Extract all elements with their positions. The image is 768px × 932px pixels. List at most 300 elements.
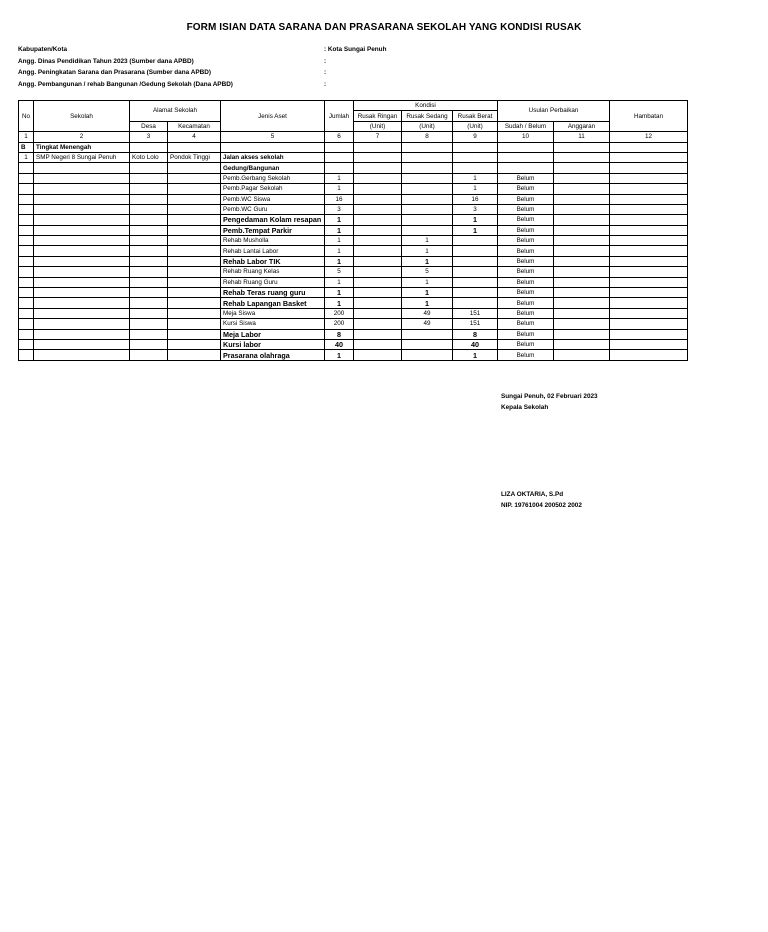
cell-rusak-berat: 8 xyxy=(453,329,498,339)
cell-rusak-ringan xyxy=(354,329,402,339)
cell-rusak-ringan xyxy=(354,204,402,214)
cell-jenis-aset: Rehab Lantai Labor xyxy=(221,246,325,256)
table-row xyxy=(19,184,688,194)
col-number: 3 xyxy=(130,132,168,142)
meta-label: Angg. Dinas Pendidikan Tahun 2023 (Sumber dana APBD) xyxy=(18,57,194,65)
cell-no xyxy=(19,350,34,360)
table-row xyxy=(19,329,688,339)
section-code: B xyxy=(19,142,34,152)
cell-hambatan xyxy=(610,236,688,246)
column-number-row xyxy=(19,132,688,142)
cell-hambatan xyxy=(610,288,688,298)
cell-rusak-ringan xyxy=(354,319,402,329)
meta-row-pembangunan xyxy=(18,79,618,91)
cell-jenis-aset: Rehab Teras ruang guru xyxy=(221,288,325,298)
header-rusak-ringan: Rusak Ringan xyxy=(354,111,402,121)
cell-sekolah xyxy=(34,298,130,308)
assets-table xyxy=(18,100,688,361)
cell-sekolah xyxy=(34,215,130,225)
cell-jenis-aset: Rehab Ruang Guru xyxy=(221,277,325,287)
cell-rusak-ringan xyxy=(354,308,402,318)
cell-kecamatan: Pondok Tinggi xyxy=(168,152,221,162)
cell-anggaran xyxy=(554,256,610,266)
cell-no xyxy=(19,163,34,173)
cell-rusak-berat: 151 xyxy=(453,308,498,318)
cell-kecamatan xyxy=(168,225,221,235)
cell-desa xyxy=(130,319,168,329)
cell-hambatan xyxy=(610,277,688,287)
cell-anggaran xyxy=(554,350,610,360)
cell-hambatan xyxy=(610,350,688,360)
cell-sekolah xyxy=(34,277,130,287)
cell-anggaran xyxy=(554,308,610,318)
cell-rusak-ringan xyxy=(354,339,402,349)
cell-jumlah: 3 xyxy=(325,204,354,214)
cell-sekolah xyxy=(34,184,130,194)
cell-sudah-belum xyxy=(498,163,554,173)
cell-desa xyxy=(130,204,168,214)
cell-rusak-ringan xyxy=(354,163,402,173)
table-row xyxy=(19,215,688,225)
col-number: 2 xyxy=(34,132,130,142)
cell-jumlah: 1 xyxy=(325,225,354,235)
cell-kecamatan xyxy=(168,204,221,214)
cell-hambatan xyxy=(610,184,688,194)
cell-sudah-belum: Belum xyxy=(498,246,554,256)
header-sekolah: Sekolah xyxy=(34,101,130,132)
table-row xyxy=(19,298,688,308)
cell-no xyxy=(19,225,34,235)
cell-jumlah: 1 xyxy=(325,215,354,225)
cell-sudah-belum: Belum xyxy=(498,194,554,204)
cell-rusak-sedang: 1 xyxy=(402,256,453,266)
cell-jenis-aset: Rehab Labor TIK xyxy=(221,256,325,266)
cell-rusak-sedang: 1 xyxy=(402,298,453,308)
cell-hambatan xyxy=(610,319,688,329)
cell-no xyxy=(19,194,34,204)
cell-rusak-sedang xyxy=(402,184,453,194)
cell-sudah-belum: Belum xyxy=(498,339,554,349)
cell-no xyxy=(19,339,34,349)
cell-kecamatan xyxy=(168,329,221,339)
cell-anggaran xyxy=(554,329,610,339)
meta-value: : xyxy=(324,57,327,65)
cell-sudah-belum: Belum xyxy=(498,298,554,308)
cell-anggaran xyxy=(554,298,610,308)
cell-sudah-belum: Belum xyxy=(498,329,554,339)
cell-kecamatan xyxy=(168,350,221,360)
meta-value: : xyxy=(324,80,327,88)
meta-value: : Kota Sungai Penuh xyxy=(324,46,387,53)
cell-no xyxy=(19,256,34,266)
cell-sekolah xyxy=(34,163,130,173)
cell-anggaran xyxy=(554,267,610,277)
meta-label: Kabupaten/Kota xyxy=(18,46,67,53)
cell-desa xyxy=(130,256,168,266)
cell-jumlah: 5 xyxy=(325,267,354,277)
cell-desa xyxy=(130,298,168,308)
table-row xyxy=(19,225,688,235)
cell-rusak-berat: 16 xyxy=(453,194,498,204)
cell-rusak-ringan xyxy=(354,256,402,266)
cell-jumlah xyxy=(325,152,354,162)
cell-no xyxy=(19,173,34,183)
cell-rusak-ringan xyxy=(354,246,402,256)
cell-rusak-berat xyxy=(453,267,498,277)
cell-rusak-ringan xyxy=(354,298,402,308)
header-usulan: Usulan Perbaikan xyxy=(498,101,610,122)
cell-rusak-ringan xyxy=(354,288,402,298)
section-row xyxy=(19,142,688,152)
cell-no xyxy=(19,298,34,308)
col-number: 11 xyxy=(554,132,610,142)
cell-sudah-belum: Belum xyxy=(498,308,554,318)
cell-jumlah: 1 xyxy=(325,256,354,266)
cell-hambatan xyxy=(610,225,688,235)
cell-jenis-aset: Rehab Musholla xyxy=(221,236,325,246)
cell-jumlah: 1 xyxy=(325,298,354,308)
cell-hambatan xyxy=(610,215,688,225)
col-number: 10 xyxy=(498,132,554,142)
cell-kecamatan xyxy=(168,267,221,277)
cell-desa xyxy=(130,225,168,235)
cell-rusak-berat xyxy=(453,236,498,246)
cell-anggaran xyxy=(554,319,610,329)
cell-rusak-berat xyxy=(453,277,498,287)
header-unit-sedang: (Unit) xyxy=(402,121,453,131)
cell-jumlah: 1 xyxy=(325,236,354,246)
cell-kecamatan xyxy=(168,298,221,308)
table-row xyxy=(19,173,688,183)
signature-place-date: Sungai Penuh, 02 Februari 2023 xyxy=(501,393,598,400)
cell-jumlah: 1 xyxy=(325,277,354,287)
cell-kecamatan xyxy=(168,173,221,183)
cell-jenis-aset: Prasarana olahraga xyxy=(221,350,325,360)
cell-anggaran xyxy=(554,225,610,235)
header-unit-ringan: (Unit) xyxy=(354,121,402,131)
cell-no xyxy=(19,215,34,225)
cell-jenis-aset: Jalan akses sekolah xyxy=(221,152,325,162)
cell-jenis-aset: Pengedaman Kolam resapan xyxy=(221,215,325,225)
cell-hambatan xyxy=(610,246,688,256)
cell-no xyxy=(19,277,34,287)
col-number: 12 xyxy=(610,132,688,142)
meta-row-peningkatan xyxy=(18,67,618,79)
cell-sekolah xyxy=(34,288,130,298)
cell-rusak-berat: 1 xyxy=(453,173,498,183)
cell-kecamatan xyxy=(168,288,221,298)
cell-rusak-sedang xyxy=(402,163,453,173)
cell-jenis-aset: Gedung/Bangunan xyxy=(221,163,325,173)
signature-position: Kepala Sekolah xyxy=(501,404,549,411)
cell-hambatan xyxy=(610,308,688,318)
cell-rusak-ringan xyxy=(354,267,402,277)
cell-no xyxy=(19,267,34,277)
cell-desa xyxy=(130,215,168,225)
cell-rusak-ringan xyxy=(354,173,402,183)
cell-kecamatan xyxy=(168,277,221,287)
cell-rusak-sedang: 49 xyxy=(402,319,453,329)
cell-no xyxy=(19,329,34,339)
header-jumlah: Jumlah xyxy=(325,101,354,132)
cell-hambatan xyxy=(610,298,688,308)
cell-anggaran xyxy=(554,163,610,173)
cell-jumlah: 200 xyxy=(325,319,354,329)
cell-rusak-sedang xyxy=(402,350,453,360)
cell-sekolah xyxy=(34,194,130,204)
cell-sudah-belum xyxy=(498,152,554,162)
cell-sekolah xyxy=(34,256,130,266)
cell-sudah-belum: Belum xyxy=(498,277,554,287)
cell-anggaran xyxy=(554,184,610,194)
table-row xyxy=(19,236,688,246)
header-row-1 xyxy=(19,101,688,111)
cell-anggaran xyxy=(554,194,610,204)
cell-jumlah: 8 xyxy=(325,329,354,339)
header-jenis-aset: Jenis Aset xyxy=(221,101,325,132)
table-row xyxy=(19,339,688,349)
cell-anggaran xyxy=(554,152,610,162)
cell-desa xyxy=(130,236,168,246)
cell-rusak-ringan xyxy=(354,152,402,162)
col-number: 7 xyxy=(354,132,402,142)
cell-sekolah xyxy=(34,204,130,214)
meta-row-dinas xyxy=(18,56,618,68)
cell-jumlah: 16 xyxy=(325,194,354,204)
cell-desa xyxy=(130,184,168,194)
cell-hambatan xyxy=(610,329,688,339)
cell-kecamatan xyxy=(168,215,221,225)
signature-name: LIZA OKTARIA, S.Pd xyxy=(501,491,564,498)
cell-sudah-belum: Belum xyxy=(498,236,554,246)
cell-sekolah xyxy=(34,339,130,349)
cell-kecamatan xyxy=(168,246,221,256)
cell-jumlah: 1 xyxy=(325,173,354,183)
cell-sekolah xyxy=(34,236,130,246)
cell-sudah-belum: Belum xyxy=(498,350,554,360)
cell-no xyxy=(19,319,34,329)
cell-sekolah xyxy=(34,267,130,277)
cell-sudah-belum: Belum xyxy=(498,267,554,277)
cell-rusak-berat xyxy=(453,152,498,162)
header-kecamatan: Kecamatan xyxy=(168,121,221,131)
cell-anggaran xyxy=(554,246,610,256)
cell-rusak-sedang xyxy=(402,194,453,204)
header-sudah-belum: Sudah / Belum xyxy=(498,121,554,131)
col-number: 8 xyxy=(402,132,453,142)
cell-rusak-berat xyxy=(453,163,498,173)
meta-row-kabupaten xyxy=(18,44,618,56)
cell-desa xyxy=(130,246,168,256)
header-anggaran: Anggaran xyxy=(554,121,610,131)
cell-jenis-aset: Pemb.Pagar Sekolah xyxy=(221,184,325,194)
cell-rusak-sedang: 5 xyxy=(402,267,453,277)
cell-no xyxy=(19,246,34,256)
cell-anggaran xyxy=(554,173,610,183)
cell-rusak-berat: 1 xyxy=(453,184,498,194)
cell-anggaran xyxy=(554,236,610,246)
cell-sekolah xyxy=(34,308,130,318)
cell-sekolah xyxy=(34,246,130,256)
cell-desa xyxy=(130,288,168,298)
cell-no: 1 xyxy=(19,152,34,162)
cell-no xyxy=(19,288,34,298)
cell-sekolah xyxy=(34,173,130,183)
cell-rusak-sedang: 1 xyxy=(402,236,453,246)
col-number: 5 xyxy=(221,132,325,142)
cell-sekolah xyxy=(34,350,130,360)
cell-kecamatan xyxy=(168,163,221,173)
cell-kecamatan xyxy=(168,256,221,266)
cell-rusak-ringan xyxy=(354,350,402,360)
cell-rusak-sedang xyxy=(402,152,453,162)
table-row xyxy=(19,204,688,214)
cell-jumlah: 1 xyxy=(325,184,354,194)
table-row xyxy=(19,267,688,277)
table-row xyxy=(19,194,688,204)
cell-rusak-sedang: 49 xyxy=(402,308,453,318)
cell-rusak-berat: 151 xyxy=(453,319,498,329)
header-kondisi: Kondisi xyxy=(354,101,498,111)
cell-rusak-ringan xyxy=(354,194,402,204)
cell-kecamatan xyxy=(168,194,221,204)
cell-jenis-aset: Kursi Siswa xyxy=(221,319,325,329)
cell-jenis-aset: Pemb.WC Guru xyxy=(221,204,325,214)
cell-rusak-sedang: 1 xyxy=(402,288,453,298)
cell-hambatan xyxy=(610,256,688,266)
header-rusak-berat: Rusak Berat xyxy=(453,111,498,121)
cell-desa xyxy=(130,267,168,277)
meta-value: : xyxy=(324,69,327,76)
cell-jenis-aset: Kursi labor xyxy=(221,339,325,349)
cell-rusak-berat xyxy=(453,246,498,256)
signature-nip: NIP. 19761004 200502 2002 xyxy=(501,502,582,509)
cell-sudah-belum: Belum xyxy=(498,319,554,329)
cell-rusak-berat: 1 xyxy=(453,225,498,235)
cell-anggaran xyxy=(554,277,610,287)
form-meta xyxy=(18,44,618,90)
cell-desa xyxy=(130,329,168,339)
cell-desa: Koto Lolo xyxy=(130,152,168,162)
cell-sudah-belum: Belum xyxy=(498,173,554,183)
cell-sekolah xyxy=(34,225,130,235)
cell-rusak-sedang xyxy=(402,329,453,339)
col-number: 4 xyxy=(168,132,221,142)
cell-hambatan xyxy=(610,204,688,214)
cell-jenis-aset: Pemb.Tempat Parkir xyxy=(221,225,325,235)
cell-rusak-berat xyxy=(453,256,498,266)
cell-sudah-belum: Belum xyxy=(498,204,554,214)
cell-rusak-ringan xyxy=(354,225,402,235)
cell-rusak-sedang xyxy=(402,339,453,349)
cell-anggaran xyxy=(554,215,610,225)
cell-jenis-aset: Meja Siswa xyxy=(221,308,325,318)
cell-desa xyxy=(130,308,168,318)
table-row xyxy=(19,163,688,173)
cell-jumlah: 40 xyxy=(325,339,354,349)
table-row xyxy=(19,350,688,360)
cell-jenis-aset: Pemb.WC Siswa xyxy=(221,194,325,204)
cell-rusak-ringan xyxy=(354,236,402,246)
cell-sudah-belum: Belum xyxy=(498,256,554,266)
cell-rusak-sedang: 1 xyxy=(402,246,453,256)
cell-no xyxy=(19,184,34,194)
cell-sekolah xyxy=(34,319,130,329)
cell-hambatan xyxy=(610,194,688,204)
header-hambatan: Hambatan xyxy=(610,101,688,132)
cell-rusak-sedang: 1 xyxy=(402,277,453,287)
cell-kecamatan xyxy=(168,319,221,329)
cell-rusak-ringan xyxy=(354,277,402,287)
cell-hambatan xyxy=(610,152,688,162)
cell-jumlah: 1 xyxy=(325,246,354,256)
table-row xyxy=(19,308,688,318)
cell-sudah-belum: Belum xyxy=(498,288,554,298)
table-row xyxy=(19,319,688,329)
cell-no xyxy=(19,204,34,214)
cell-jumlah: 1 xyxy=(325,350,354,360)
section-label: Tingkat Menengah xyxy=(34,142,130,152)
cell-desa xyxy=(130,163,168,173)
cell-sudah-belum: Belum xyxy=(498,225,554,235)
cell-rusak-berat xyxy=(453,298,498,308)
cell-sekolah xyxy=(34,329,130,339)
col-number: 1 xyxy=(19,132,34,142)
cell-rusak-sedang xyxy=(402,215,453,225)
header-no: No xyxy=(19,101,34,132)
header-unit-berat: (Unit) xyxy=(453,121,498,131)
cell-sudah-belum: Belum xyxy=(498,215,554,225)
cell-rusak-berat: 3 xyxy=(453,204,498,214)
meta-label: Angg. Pembangunan / rehab Bangunan /Gedung Sekolah (Dana APBD) xyxy=(18,80,233,88)
cell-rusak-berat: 40 xyxy=(453,339,498,349)
cell-sekolah: SMP Negeri 8 Sungai Penuh xyxy=(34,152,130,162)
cell-rusak-berat xyxy=(453,288,498,298)
cell-desa xyxy=(130,339,168,349)
cell-jumlah xyxy=(325,163,354,173)
cell-rusak-berat: 1 xyxy=(453,350,498,360)
cell-jenis-aset: Rehab Ruang Kelas xyxy=(221,267,325,277)
cell-kecamatan xyxy=(168,339,221,349)
cell-rusak-sedang xyxy=(402,225,453,235)
header-alamat: Alamat Sekolah xyxy=(130,101,221,122)
cell-jumlah: 200 xyxy=(325,308,354,318)
form-title: FORM ISIAN DATA SARANA DAN PRASARANA SEKOLAH YANG KONDISI RUSAK xyxy=(186,22,582,33)
meta-label: Angg. Peningkatan Sarana dan Prasarana (Sumber dana APBD) xyxy=(18,69,211,76)
cell-hambatan xyxy=(610,163,688,173)
cell-rusak-sedang xyxy=(402,173,453,183)
cell-hambatan xyxy=(610,173,688,183)
cell-no xyxy=(19,308,34,318)
cell-anggaran xyxy=(554,204,610,214)
cell-desa xyxy=(130,173,168,183)
cell-hambatan xyxy=(610,267,688,277)
cell-kecamatan xyxy=(168,184,221,194)
cell-desa xyxy=(130,350,168,360)
cell-sudah-belum: Belum xyxy=(498,184,554,194)
cell-anggaran xyxy=(554,288,610,298)
table-row xyxy=(19,288,688,298)
table-row xyxy=(19,246,688,256)
cell-no xyxy=(19,236,34,246)
table-row xyxy=(19,152,688,162)
cell-kecamatan xyxy=(168,308,221,318)
table-row xyxy=(19,256,688,266)
cell-rusak-sedang xyxy=(402,204,453,214)
col-number: 9 xyxy=(453,132,498,142)
cell-jenis-aset: Meja Labor xyxy=(221,329,325,339)
cell-jenis-aset: Pemb.Gerbang Sekolah xyxy=(221,173,325,183)
